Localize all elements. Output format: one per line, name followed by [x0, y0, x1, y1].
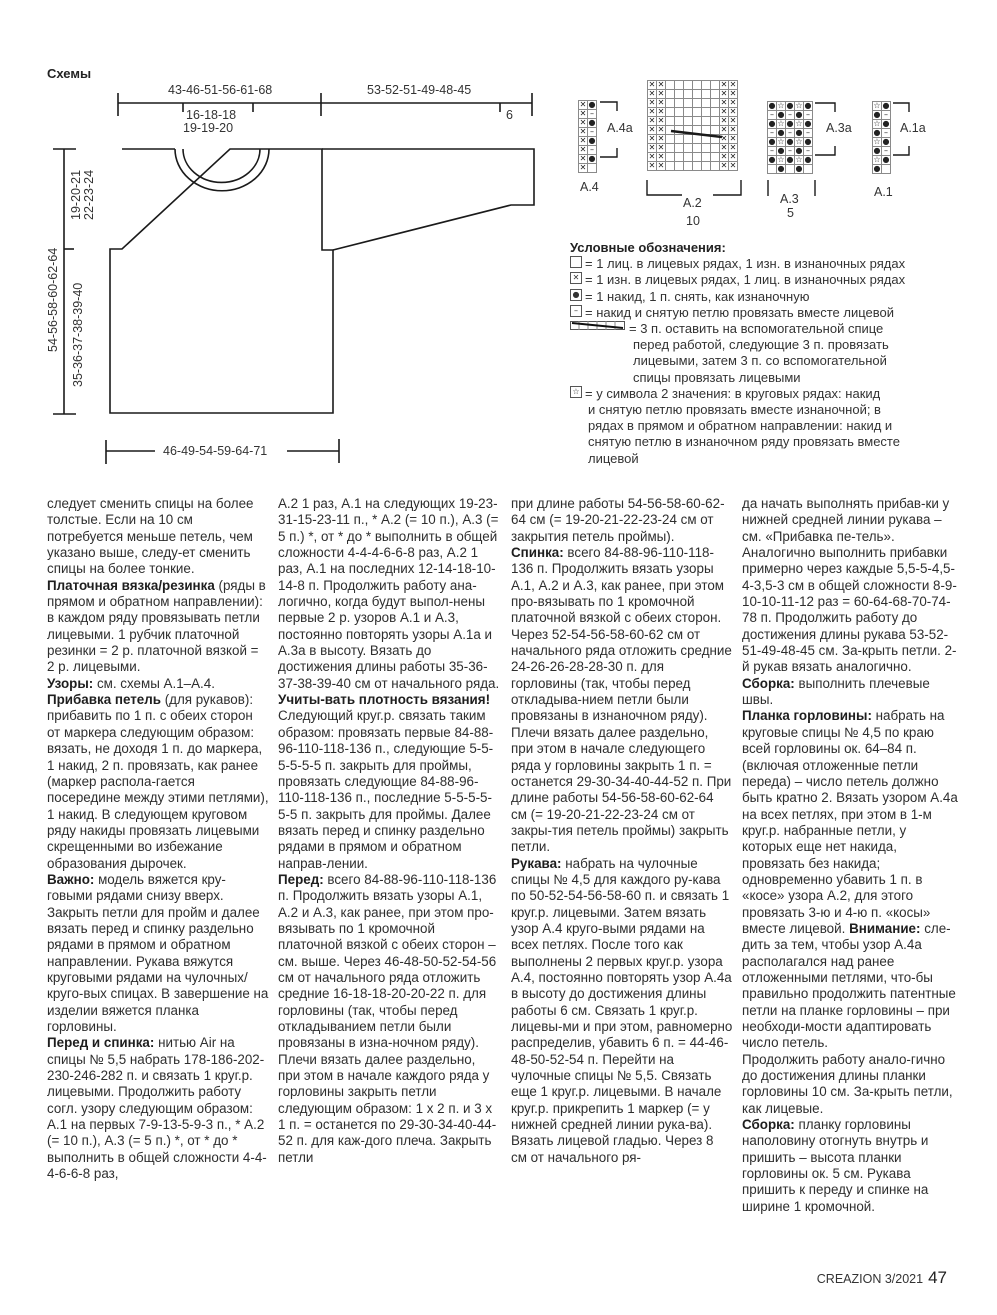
- stitch-x-icon: ✕: [657, 116, 665, 125]
- stitch-x-icon: ✕: [648, 134, 656, 143]
- stitch-dot-icon: ●: [768, 137, 776, 146]
- stitch-x-icon: ✕: [579, 109, 587, 118]
- stitch-dot-icon: ●: [873, 128, 881, 137]
- paragraph-heading: Спинка:: [511, 545, 564, 561]
- paragraph: Планка горловины: набрать на круговые спицы № 4,5 по краю всей горловины ок. 64–84 п. (включая отложенные петли переда) – число петель должно быть кратно 2. Вязать узором А.4а на всех петлях, при этом в 1-м круг.р. набранные петли, у которых еще нет накида, провязать без накида; одновременно убавить 1 п. в «косе» узора А.2, для этого провязать 3-ю и 4-ю п. «косы» вместе лицевой. Внимание: сле-дить за тем, чтобы узор А.4а располагался над ранее отложенными петлями, что-бы правильно продолжить патентные петли на планке горловины – при необходи-мости адаптировать число петель.: [742, 708, 958, 1051]
- stitch-dot-icon: ●: [882, 101, 890, 110]
- stitch-dot-icon: ●: [795, 164, 803, 173]
- chart-a2-label: A.2: [683, 196, 702, 210]
- magazine-issue: CREAZION 3/2021: [816, 1272, 924, 1286]
- stitch-dot-icon: ●: [795, 146, 803, 155]
- stitch-x-icon: ✕: [579, 136, 587, 145]
- stitch-star-icon: ☆: [873, 155, 881, 164]
- stitch-x-icon: ✕: [579, 145, 587, 154]
- stitch-dot-icon: ●: [588, 100, 596, 109]
- stitch-x-icon: ✕: [648, 116, 656, 125]
- stitch-dash-icon: –: [786, 111, 795, 120]
- stitch-x-icon: ✕: [729, 161, 737, 170]
- stitch-dash-icon: –: [588, 128, 597, 137]
- paragraph: Важно: модель вяжется кру-говыми рядами снизу вверх. Закрыть петли для пройм и далее вязать перед и спинку раздельно рядами в прямом и обратном направлении. Рукава вяжутся круговыми рядами на чулочных/круго-вых спицах. В завершение на изделии вяжется планка горловины.: [47, 871, 269, 1034]
- stitch-star-icon: ☆: [777, 155, 785, 164]
- stitch-x-icon: ✕: [648, 98, 656, 107]
- stitch-x-icon: ✕: [648, 89, 656, 98]
- stitch-star-icon: ☆: [873, 119, 881, 128]
- stitch-dot-icon: ●: [777, 164, 785, 173]
- legend: [570, 240, 960, 467]
- stitch-dot-icon: ●: [786, 137, 794, 146]
- stitch-x-icon: ✕: [657, 98, 665, 107]
- stitch-dot-icon: ●: [768, 119, 776, 128]
- stitch-x-icon: ✕: [648, 80, 656, 89]
- stitch-dot-icon: ●: [786, 155, 794, 164]
- legend-text: и снятую петлю провязать вместе изнаночной; в: [588, 402, 881, 418]
- stitch-x-icon: ✕: [657, 89, 665, 98]
- legend-item: [570, 272, 960, 288]
- stitch-x-icon: ✕: [720, 89, 728, 98]
- stitch-x-icon: ✕: [729, 89, 737, 98]
- stitch-dot-icon: ●: [882, 119, 890, 128]
- paragraph-heading: Перед:: [278, 871, 324, 887]
- stitch-dot-icon: ●: [786, 101, 794, 110]
- stitch-x-icon: ✕: [720, 98, 728, 107]
- chart-a4-label: A.4: [580, 180, 599, 194]
- legend-item: [570, 305, 960, 321]
- stitch-x-icon: ✕: [720, 134, 728, 143]
- stitch-x-icon: ✕: [648, 161, 656, 170]
- stitch-x-icon: ✕: [657, 143, 665, 152]
- page-footer: [817, 1268, 947, 1288]
- star-square-icon: ☆: [570, 386, 582, 398]
- armhole-depth-label-1: 19-20-21: [69, 169, 83, 220]
- stitch-dash-icon: –: [588, 110, 597, 119]
- chart-brackets: [0, 0, 997, 240]
- stitch-x-icon: ✕: [720, 80, 728, 89]
- paragraph-heading: Сборка:: [742, 1117, 795, 1133]
- stitch-x-icon: ✕: [648, 125, 656, 134]
- cable-icon: [570, 321, 625, 330]
- paragraph: Перед и спинка: нитью Air на спицы № 5,5 набрать 178-186-202-230-246-282 п. и связать 1 круг.р. лицевыми. Продолжить работу согл. узору следующим образом: А.1 на первых 7-9-13-5-9-3 п., * А.2 (= 10 п.), А.3 (= 5 п.) *, от * до * выполнить в общей сложности 4-4-4-6-6-8 раз,: [47, 1035, 267, 1182]
- stitch-dash-icon: –: [804, 111, 813, 120]
- paragraph: Сборка: выполнить плечевые швы.: [742, 675, 930, 708]
- stitch-dot-icon: ●: [588, 154, 596, 163]
- stitch-x-icon: ✕: [729, 98, 737, 107]
- stitch-star-icon: ☆: [873, 101, 881, 110]
- stitch-x-icon: ✕: [579, 118, 587, 127]
- empty-square-icon: [570, 256, 582, 268]
- paragraph-heading: Узоры:: [47, 675, 94, 691]
- stitch-x-icon: ✕: [729, 125, 737, 134]
- stitch-x-icon: ✕: [729, 152, 737, 161]
- legend-text: лицевыми, затем 3 п. со вспомогательной: [633, 353, 887, 369]
- paragraph-heading: Планка горловины:: [742, 708, 872, 724]
- paragraph-heading: Сборка:: [742, 675, 795, 691]
- paragraph-heading: Перед и спинка:: [47, 1035, 155, 1051]
- chart-a3-label: A.3: [780, 192, 799, 206]
- dot-square-icon: ●: [570, 289, 582, 301]
- stitch-dot-icon: ●: [804, 137, 812, 146]
- stitch-x-icon: ✕: [579, 154, 587, 163]
- stitch-dot-icon: ●: [588, 118, 596, 127]
- stitch-dash-icon: –: [588, 146, 597, 155]
- chart-a2-width: 10: [686, 214, 700, 228]
- stitch-star-icon: ☆: [795, 119, 803, 128]
- stitch-dot-icon: ●: [777, 128, 785, 137]
- stitch-x-icon: ✕: [720, 161, 728, 170]
- paragraph: А.2 1 раз, А.1 на следующих 19-23-31-15-23-11 п., * А.2 (= 10 п.), А.3 (= 5 п.) *, от * до * выполнить в общей сложности 4-4-4-6-6-8 раз, А.2 1 раз, А.1 на последних 12-14-18-10-14-8 п. Продолжить работу ана-логично, когда будут выпол-нены первые 2 р. узоров А.1 и А.3, постоянно повторять узоры А.1а и А.3а в высоту. Вязать до достижения длины работы 35-36-37-38-39-40 см от начального ряда. Учиты-вать плотность вязания! Следующий круг.р. связать таким образом: провязать первые 84-88-96-110-118-136 п., следующие 5-5-5-5-5-5 п. закрыть для проймы, провязать следующие 84-88-96-110-118-136 п., последние 5-5-5-5-5-5 п. закрыть для проймы. Далее вязать перед и спинку раздельно рядами в прямом и обратном направ-лении.: [278, 496, 500, 871]
- stitch-star-icon: ☆: [795, 155, 803, 164]
- legend-text: снятую петлю в изнаночном ряду провязать вместе: [588, 434, 900, 450]
- paragraph: Продолжить работу анало-гично до достижения длины планки горловины 10 см. За-крыть петли, как лицевые.: [742, 1051, 953, 1116]
- paragraph: да начать выполнять прибав-ки у нижней средней линии рукава – см. «Прибавка пе-тель». Аналогично выполнить прибавки примерно через каждые 5,5-5-4,5-4-3,5-3 см в общей сложности 8-9-10-10-11-12 раз = 60-64-68-70-74-78 п. Продолжить работу до достижения длины рукава 53-52-51-49-48-45 см. За-крыть петли. 2-й рукав вязать аналогично.: [742, 496, 957, 675]
- legend-text: = 1 накид, 1 п. снять, как изнаночную: [585, 288, 810, 304]
- stitch-dot-icon: ●: [882, 155, 890, 164]
- stitch-star-icon: ☆: [777, 101, 785, 110]
- chart-a3a-label: A.3a: [826, 121, 852, 135]
- text-column-4: [742, 496, 958, 1215]
- legend-text: = 1 изн. в лицевых рядах, 1 лиц. в изнаночных рядах: [585, 272, 906, 288]
- legend-item: [570, 289, 960, 305]
- legend-item: [570, 256, 960, 272]
- legend-text: = 3 п. оставить на вспомогательной спице: [629, 321, 884, 337]
- paragraph-heading: Прибавка петель: [47, 692, 161, 708]
- legend-text: рядах в прямом и обратном направлении: накид и: [588, 418, 893, 434]
- stitch-dash-icon: –: [882, 129, 891, 138]
- stitch-x-icon: ✕: [729, 107, 737, 116]
- stitch-x-icon: ✕: [729, 116, 737, 125]
- paragraph-heading: Рукава:: [511, 855, 562, 871]
- stitch-dot-icon: ●: [768, 101, 776, 110]
- schematics-heading: Схемы: [47, 66, 92, 81]
- bottom-width-label: 46-49-54-59-64-71: [163, 444, 268, 458]
- stitch-dot-icon: ●: [882, 137, 890, 146]
- paragraph: Прибавка петель (для рукавов): прибавить по 1 п. с обеих сторон от маркера следующим образом: вязать, не доходя 1 п. до маркера, 1 накид, 2 п. провязать, как ранее (маркер распола-гается посередине между этими петлями), 1 накид. В следующем круговом ряду накиды провязать лицевыми скрещенными во избежание образования дырочек.: [47, 692, 269, 871]
- stitch-dot-icon: ●: [777, 110, 785, 119]
- stitch-dot-icon: ●: [795, 128, 803, 137]
- stitch-dot-icon: ●: [786, 119, 794, 128]
- legend-text: = 1 лиц. в лицевых рядах, 1 изн. в изнаночных рядах: [585, 256, 906, 272]
- stitch-dash-icon: –: [804, 147, 813, 156]
- stitch-dash-icon: –: [786, 129, 795, 138]
- paragraph: при длине работы 54-56-58-60-62-64 см (= 19-20-21-22-23-24 см от закрытия петель проймы).: [511, 496, 725, 544]
- paragraph: Платочная вязка/резинка (ряды в прямом и обратном направлении): в каждом ряду провязывать петли лицевыми. 1 рубчик платочной резинки = 2 р. платочной вязкой = 2 р. лицевыми.: [47, 577, 266, 675]
- stitch-x-icon: ✕: [729, 143, 737, 152]
- stitch-x-icon: ✕: [648, 143, 656, 152]
- chart-a4a-label: A.4a: [607, 121, 633, 135]
- stitch-dot-icon: ●: [873, 146, 881, 155]
- stitch-x-icon: ✕: [720, 125, 728, 134]
- body-top-width-label: 43-46-51-56-61-68: [168, 83, 273, 97]
- paragraph: Узоры: см. схемы А.1–А.4.: [47, 675, 215, 691]
- stitch-x-icon: ✕: [657, 134, 665, 143]
- sleeve-length-label: 53-52-51-49-48-45: [367, 83, 472, 97]
- paragraph: следует сменить спицы на более толстые. Если на 10 см потребуется меньше петель, чем указано выше, следу-ет сменить спицы на более тонкие.: [47, 496, 254, 577]
- legend-title: Условные обозначения:: [570, 240, 726, 255]
- stitch-dash-icon: –: [768, 147, 777, 156]
- stitch-star-icon: ☆: [795, 137, 803, 146]
- legend-text: = у символа 2 значения: в круговых рядах: накид: [585, 385, 881, 401]
- body-to-armhole-label: 35-36-37-38-39-40: [71, 282, 85, 387]
- neck-width-label-2: 19-19-20: [183, 121, 234, 135]
- stitch-dot-icon: ●: [777, 146, 785, 155]
- chart-a1a-label: A.1a: [900, 121, 926, 135]
- stitch-x-icon: ✕: [657, 152, 665, 161]
- legend-item: [570, 321, 960, 337]
- chart-a3-width: 5: [787, 206, 794, 220]
- paragraph: Перед: всего 84-88-96-110-118-136 п. Продолжить вязать узоры А.1, А.2 и А.3, как ранее, при этом про-вязывать по 1 кромочной платочной вязкой с обеих сторон – см. выше. Через 46-48-50-52-54-56 см от начального ряда отложить средние 16-18-18-20-20-22 п. для горловины (так, чтобы перед откладыванием петли были провязаны в изна-ночном ряду). Плечи вязать далее раздельно, при этом в начале каждого ряда у горловины закрыть петли следующим образом: 1 х 2 п. и 3 х 1 п. = останется по 29-30-34-40-44-52 п. для каж-дого плеча. Закрыть петли: [278, 871, 497, 1165]
- stitch-star-icon: ☆: [795, 101, 803, 110]
- inline-emphasis: Внимание:: [849, 920, 921, 936]
- stitch-dash-icon: –: [786, 147, 795, 156]
- stitch-dot-icon: ●: [804, 155, 812, 164]
- stitch-dash-icon: –: [882, 147, 891, 156]
- paragraph-heading: Платочная вязка/резинка: [47, 577, 215, 593]
- stitch-star-icon: ☆: [873, 137, 881, 146]
- page-number: 47: [928, 1268, 947, 1287]
- stitch-x-icon: ✕: [657, 161, 665, 170]
- stitch-x-icon: ✕: [729, 80, 737, 89]
- text-column-2: [278, 496, 500, 1166]
- stitch-x-icon: ✕: [579, 163, 587, 172]
- neck-width-label-1: 16-18-18: [186, 108, 237, 122]
- text-column-3: [511, 496, 733, 1166]
- legend-text: спицы провязать лицевыми: [633, 369, 801, 385]
- stitch-x-icon: ✕: [720, 116, 728, 125]
- stitch-dot-icon: ●: [804, 101, 812, 110]
- stitch-dash-icon: –: [768, 129, 777, 138]
- stitch-dot-icon: ●: [768, 155, 776, 164]
- stitch-x-icon: ✕: [648, 152, 656, 161]
- stitch-dot-icon: ●: [795, 110, 803, 119]
- stitch-dot-icon: ●: [804, 119, 812, 128]
- stitch-x-icon: ✕: [579, 127, 587, 136]
- stitch-star-icon: ☆: [777, 137, 785, 146]
- stitch-dash-icon: –: [804, 129, 813, 138]
- legend-text: = накид и снятую петлю провязать вместе лицевой: [585, 304, 895, 320]
- stitch-x-icon: ✕: [657, 80, 665, 89]
- x-square-icon: ✕: [570, 272, 582, 284]
- stitch-dash-icon: –: [768, 111, 777, 120]
- stitch-x-icon: ✕: [720, 152, 728, 161]
- chart-a1-label: A.1: [874, 185, 893, 199]
- legend-item: [570, 386, 960, 402]
- paragraph: Рукава: набрать на чулочные спицы № 4,5 для каждого ру-кава по 50-52-54-56-58-60 п. и связать 1 круг.р. лицевыми. Затем вязать узор А.4 круго-выми рядами на всех петлях. После того как выполнены 2 первых круг.р. узора А.4, постоянно повторять узор А.4а в высоту до достижения длины работы 6 см. Связать 1 круг.р. лицевы-ми и при этом, равномерно распределив, убавить 6 п. = 44-46-48-50-52-54 п. Перейти на чулочные спицы № 5,5. Связать еще 1 круг.р. лицевыми. В начале круг.р. прикрепить 1 маркер (= у нижней средней линии рука-ва). Вязать лицевой гладью. Через 8 см от начального ря-: [511, 855, 733, 1165]
- stitch-x-icon: ✕: [657, 125, 665, 134]
- legend-text: перед работой, следующие 3 п. провязать: [633, 337, 889, 353]
- total-length-label: 54-56-58-60-62-64: [46, 247, 60, 352]
- stitch-star-icon: ☆: [777, 119, 785, 128]
- stitch-x-icon: ✕: [729, 134, 737, 143]
- inline-emphasis: Учиты-вать плотность вязания!: [278, 692, 491, 708]
- stitch-dash-icon: –: [882, 111, 891, 120]
- stitch-x-icon: ✕: [657, 107, 665, 116]
- stitch-x-icon: ✕: [579, 100, 587, 109]
- armhole-depth-label-2: 22-23-24: [82, 169, 96, 220]
- stitch-dot-icon: ●: [873, 110, 881, 119]
- text-column-1: [47, 496, 269, 1182]
- stitch-x-icon: ✕: [720, 143, 728, 152]
- stitch-dot-icon: ●: [873, 164, 881, 173]
- stitch-x-icon: ✕: [648, 107, 656, 116]
- stitch-x-icon: ✕: [720, 107, 728, 116]
- sleeve-cuff-label: 6: [506, 108, 513, 122]
- stitch-dot-icon: ●: [588, 136, 596, 145]
- paragraph: Сборка: планку горловины наполовину отогнуть внутрь и пришить – высота планки горловины ок. 5 см. Рукава пришить к переду и спинке на ширине 1 кромочной.: [742, 1117, 929, 1214]
- dash-square-icon: –: [570, 305, 582, 317]
- paragraph: Спинка: всего 84-88-96-110-118-136 п. Продолжить вязать узоры А.1, А.2 и А.3, как ранее, при этом про-вязывать по 1 кромочной платочной вязкой с обеих сторон. Через 52-54-56-58-60-62 см от начального ряда отложить средние 24-26-26-28-28-30 п. для горловины (так, чтобы перед откладыва-нием петли были провязаны в изнаночном ряду). Плечи вязать далее раздельно, при этом в начале следующего ряда у горловины закрыть 1 п. = останется 29-30-34-40-44-52 п. При длине работы 54-56-58-60-62-64 см (= 19-20-21-22-23-24 см от закры-тия петель проймы) закрыть петли.: [511, 545, 732, 855]
- paragraph-heading: Важно:: [47, 871, 95, 887]
- legend-text: лицевой: [588, 450, 639, 466]
